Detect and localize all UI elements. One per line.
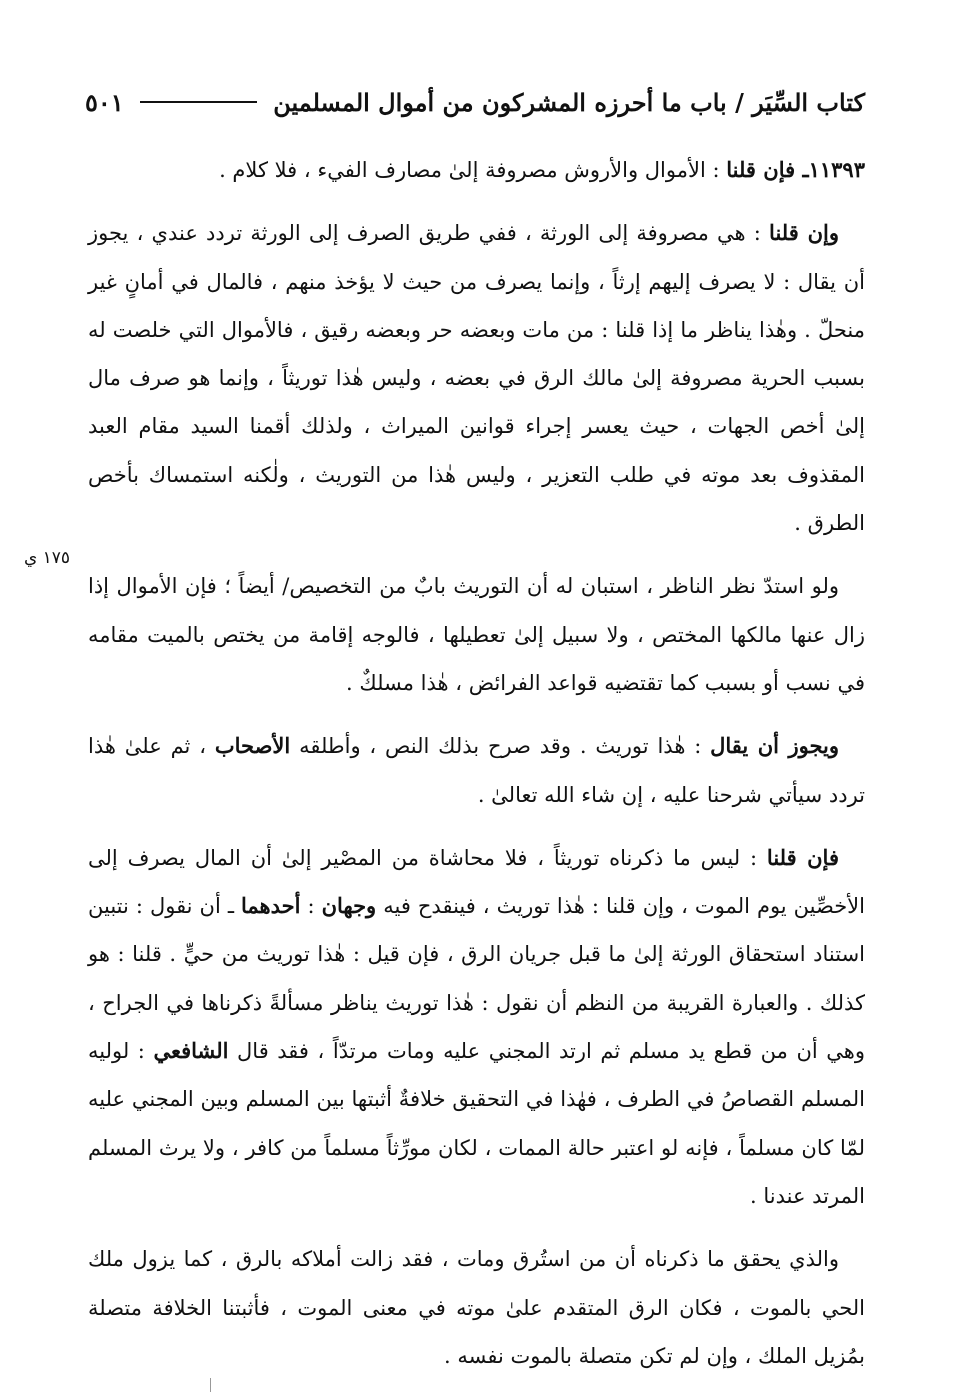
bottom-tick-mark [210,1378,211,1392]
bold-term: وإن قلنا [769,220,839,246]
bold-term: ويجوز أن يقال [710,733,839,759]
text-run: ـ أن نقول : نتبين استناد استحقاق الورثة إلىٰ ما قبل جريان الرق ، فإن قيل : هٰذا توريث من حيٍّ . قلنا : هو كذلك . والعبارة القريبة من النظم أن نقول : هٰذا توريث يناظر مسألةً ذكرناها في الجراح ، وهي أن من قطع يد مسلم ثم ارتد المجني عليه ومات مرتدّاً ، فقد قال [88,894,866,1064]
margin-note: ١٧٥ ي [23,548,71,568]
paragraph [88,562,865,707]
paragraph [88,209,865,547]
page-number: ٥٠١ [85,87,124,117]
text-run: : الأموال والأروش مصروفة إلىٰ مصارف الفيء ، فلا كلام . [219,158,727,182]
paragraph [88,834,865,1220]
text-run: : هٰذا توريث . وقد صرح بذلك النص ، وأطلقه [290,734,711,759]
text-run: ولو استدّ نظر الناظر ، استبان له أن التوريث بابٌ من التخصيص/ أيضاً ؛ فإن الأموال إذا زال عنها مالكها المختص ، ولا سبيل إلىٰ تعطيلها ، فالوجه إقامة من يختص بالميت مقامه في نسب أو بسبب كما تقتضيه قواعد الفرائض ، هٰذا مسلكٌ . [88,574,865,695]
text-run: : لوليه المسلم القصاصُ في الطرف ، فهٰذا في التحقيق خلافةٌ أثبتها بين المسلم وبين المجني عليه لمّا كان مسلماً ، فإنه لو اعتبر حالة الممات ، لكان مورِّثاً مسلماً من كافر ، ولا يرث المسلم المرتد عندنا . [88,1039,865,1208]
header-rule [140,101,258,103]
paragraph [88,146,865,194]
running-header [85,82,865,122]
bold-term: الأصحاب [214,733,291,759]
bold-term: فإن قلنا [766,844,839,870]
bold-term: الشافعي [153,1038,229,1064]
text-run: : ليس ما ذكرناه توريثاً ، فلا محاشاة من المصْير إلىٰ أن المال يصرف إلى الأخصِّين يوم الموت ، وإن قلنا : هٰذا توريث ، فينقدح فيه [88,845,865,919]
header-title: كتاب السِّيَر / باب ما أحرزه المشركون من أموال المسلمين [273,87,865,117]
text-run: : [300,894,322,919]
paragraph [88,722,865,819]
bold-term: أحدهما [241,893,301,919]
text-run: : هي مصروفة إلى الورثة ، ففي طريق الصرف إلى الورثة تردد عندي ، يجوز أن يقال : لا يصرف إليهم إرثاً ، وإنما يصرف من حيث لا يؤخذ منهم ، فالمال في أمانٍ غير منحلّ . وهٰذا يناظر ما إذا قلنا : من مات وبعضه حر وبعضه رقيق ، فالأموال التي خلصت له بسبب الحرية مصروفة إلىٰ مالك الرق في بعضه ، وليس هٰذا توريثاً ، وإنما هو صرف مال إلىٰ أخص الجهات ، حيث يعسر إجراء قوانين الميراث ، ولذلك أقمنا السيد مقام العبد المقذوف بعد موته في طلب التعزير ، وليس هٰذا من التوريث ، ولٰكنه استمساك بأخص الطرق . [88,221,865,536]
text-run: والذي يحقق ما ذكرناه أن من استُرق ومات ، فقد زالت أملاكه بالرق ، كما يزول ملك الحي بالموت ، فكان الرق المتقدم علىٰ موته في معنى الموت ، فأثبتنا الخلافة متصلة بمُزيل الملك ، وإن لم تكن متصلة بالموت نفسه . [88,1247,865,1368]
page-body [88,146,865,1395]
text-run: ، ثم علىٰ هٰذا تردد سيأتي شرحنا عليه ، إن شاء الله تعالىٰ . [88,734,865,807]
bold-term: وجهان [321,893,377,919]
paragraph [88,1235,865,1380]
issue-number-lead: ١١٣٩٣ـ فإن قلنا [726,157,865,182]
